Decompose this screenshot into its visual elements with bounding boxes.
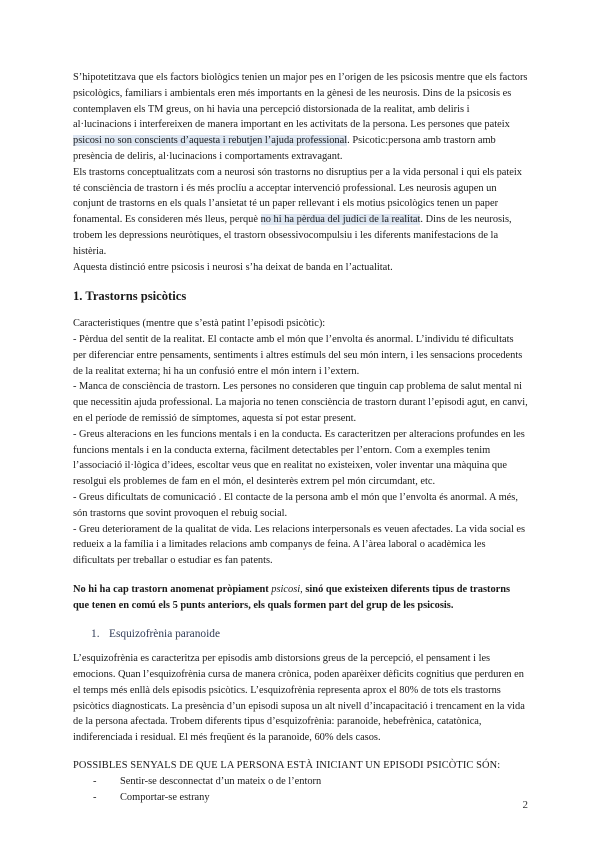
section-heading: 1. Trastorns psicòtics (73, 289, 187, 304)
page-content (73, 70, 528, 805)
characteristic-item: - Pèrdua del sentit de la realitat. El contacte amb el món que l’envolta és anormal. L’individu té dificultats per diferenciar entre pensaments, sentiments i altres estímuls del seu món intern, i les sensacions procedents de la realitat externa; hi ha un confusió entre el món intern i l’extern. (73, 333, 523, 377)
intro-paragraph-2 (73, 165, 528, 260)
highlighted-text: psicosi no son conscients d’aquesta i rebutjen l’ajuda professional (73, 135, 348, 147)
signs-list (73, 774, 528, 806)
subsection-heading (73, 627, 528, 643)
intro-text: . Psicotic:persona amb trastorn amb presència de deliris, al·lucinacions i comportaments extravagant. (73, 135, 496, 162)
characteristics-intro: Caracteristiques (mentre que s’està patint l’episodi psicòtic): (73, 318, 326, 330)
intro-paragraph-3: Aquesta distinció entre psicosis i neurosi s’ha deixat de banda en l’actualitat. (73, 261, 393, 273)
list-item: - Comportar-se estrany (93, 790, 528, 806)
subsection-number: 1. (91, 627, 100, 640)
bold-note-text: sinó que existeixen diferents tipus de trastorns que tenen en comú els 5 punts anteriors, els quals formen part del grup de les psicosis. (73, 583, 511, 611)
bold-note (73, 582, 528, 614)
subsection-title: Esquizofrènia paranoide (109, 627, 221, 640)
signs-heading: POSSIBLES SENYALS DE QUE LA PERSONA ESTÀ INICIANT UN EPISODI PSICÒTIC SÓN: (73, 760, 501, 772)
characteristic-item: - Greus dificultats de comunicació . El contacte de la persona amb el món que l’envolta és anormal. A més, són trastorns que sovint provoquen el rebuig social. (73, 491, 518, 519)
characteristic-item: - Greu deteriorament de la qualitat de vida. Les relacions interpersonals es veuen afectades. La vida social es redueix a la família i a limitades relacions amb companys de feina. A l’àrea laboral o acadèmica les dificultats per treballar o estudiar es fan patents. (73, 523, 526, 567)
bold-note-italic: psicosi, (271, 583, 303, 595)
intro-text: Els trastorns conceptualitzats com a neurosi són trastorns no disruptius per a la vida personal i qui els pateix té consciència de trastorn i és més proclíu a acceptar intervenció professional. Les neurosis agupen un conjunt de trastorns en els quals l’ansietat té un paper rellevant i els motius psicològics tenen un paper fonamental. Es consideren més lleus, perquè (73, 166, 522, 226)
intro-text: . Dins de les neurosis, trobem les depressions neuròtiques, el trastorn obsessivocompulsiu i les diferents manifestacions de la histèria. (73, 214, 512, 257)
characteristic-item: - Greus alteracions en les funcions mentals i en la conducta. Es caracteritzen per alteracions profundes en les funcions mentals i en la conducta externa, fàcilment detectables per l’entorn. Com a exemples tenim l’associació il·lògica d’idees, escoltar veus que en realitat no existeixen, voler inventar una màquina que resolgui els problemes de fam en el món, el desinterès extrem pel món circumdant, etc. (73, 428, 525, 488)
page-number: 2 (522, 799, 528, 811)
schizophrenia-paragraph: L’esquizofrènia es caracteritza per episodis amb distorsions greus de la percepció, el pensament i les emocions. Quan l’esquizofrènia cursa de manera crònica, poden aparèixer dèficits cognitius que perduren en el temps més enllà dels episodis psicòtics. L’esquizofrènia representa aprox el 80% de tots els trastorns psicòtics diagnosticats. La presència d’un episodi suposa un alt nivell d’incapacitació i trencament en la vida de la persona afectada. Trobem diferents tipus d’esquizofrènia: paranoide, hebefrènica, catatònica, indiferenciada i residual. El més freqüent és la paranoide, 60% dels casos. (73, 653, 525, 744)
intro-paragraph-1 (73, 70, 528, 165)
highlighted-text: no hi ha pèrdua del judici de la realitat (260, 214, 421, 226)
bold-note-text: No hi ha cap trastorn anomenat pròpiament (73, 583, 272, 595)
characteristic-item: - Manca de consciència de trastorn. Les persones no consideren que tinguin cap problema de salut mental ni que necessitin ajuda professional. La majoria no tenen consciència de trastorn durant l’episodi agut, en canvi, en el període de remissió de símptomes, aquesta sí pot estar present. (73, 381, 528, 424)
intro-text: S’hipotetitzava que els factors biològics tenien un major pes en l’origen de les psicosis mentre que els factors psicològics, familiars i ambientals eren més importants en la gènesi de les neurosis. Dins de la psicosis es contemplaven els TM greus, on hi havia una percepció distorsionada de la realitat, amb deliris i al·lucinacions i interfereixen de manera important en les activitats de la persona. Les persones que pateix (73, 72, 528, 131)
list-item: - Sentir-se desconnectat d’un mateix o de l’entorn (93, 774, 528, 790)
